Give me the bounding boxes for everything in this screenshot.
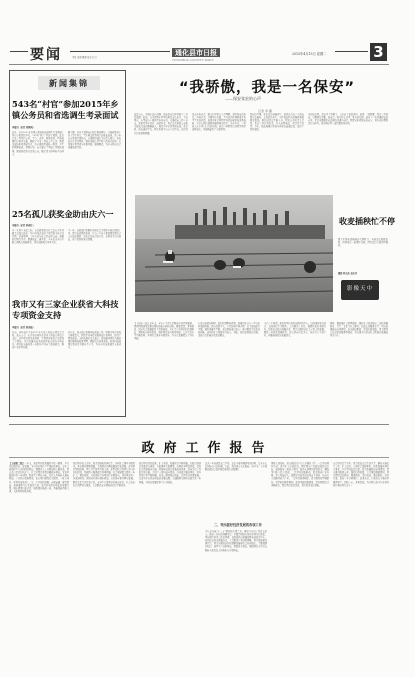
gov-col-6: 五是坚持民生为本，着力提高人民生活水平。继续实施民生工程，扩大就业，完善社会保障体系，加快发展各项社会事业。六是坚持依法行政，着力加强政府自身建设。深入推进政务公开，强化行政监督，大力推进廉政建设，努力建设法治政府、服务政府、责任政府、廉洁政府。各位代表，新的一年任务艰巨，使命光荣。让我们在市委的坚强领导下，团结一心，开拓进取，为全面完成今年各项目标任务而努力奋斗！ [333,462,389,487]
header-rule-left [10,51,28,52]
section-name: 要闻 [30,47,62,63]
header-rule-mid [70,51,170,52]
header-bottom-rule [9,64,389,65]
feature-col-4: 采访结束时，张宏正了正帽子，又走向了他的岗位。他说：“我骄傲，我是一名保安。只要居民需要，我就会一直守护在这里。”朴实的话语，道出了一名普通保安的心声。正是无数像张宏这样的普通劳动者，默默守护着城市的安宁，用行动诠释着责任与担当，成为城市里一道亮丽的风景线。 [308,113,388,126]
gov-col-4b: 今年是实施“十二五”规划的关键之年，做好今年的工作意义重大。政府工作的总体要求是：全面贯彻落实党的各项方针政策，坚持稳中求进工作总基调，以提高经济发展质量和效益为中心，加快转变经济发展方式，大力推进产业结构调整，着力保障和改善民生，努力实现经济持续健康发展和社会和谐稳定。主要预期目标是：地区生产总值增长，财政收入增长，城镇居民人均可支配收入和农民人均纯收入分别增长。 [205,530,267,552]
lower-col-3: 今后一个时期，我们将坚持以经济建设为中心，以改革开放为动力，以改善民生为根本，大力推进工业化、城镇化和农业现代化，加快转变经济发展方式，努力实现经济社会又好又快发展。要进一步优化发展环境，加大招商引资力度，培育壮大主导产业，增强县域经济发展活力。 [264,322,326,338]
column-stamp-text: 影像天中 [346,286,373,292]
lower-col-1: 【上接第一版】近年来，全市上下深入贯彻落实科学发展观，紧紧围绕建设富裕文明和谐新家园的目标，解放思想，开拓创新，经济社会发展取得了显著成效。全市生产总值持续快速增长，财政收入稳步提高，城乡居民收入明显增加，人民生活水平不断改善，各项社会事业全面进步，为今后发展奠定了坚实基础。 [134,322,194,341]
brief-headline-1: 543名“村官”参加2015年乡镇公务员和省选调生考录面试 [12,99,119,120]
brief-byline-1: 本报讯（记者 刘建国） [12,126,35,129]
brief-byline-2: 本报讯（记者 赵春红） [12,224,35,227]
feature-col-1: 凌晨五点，当城市还在沉睡，保安张宏已经开始了一天的巡逻。他说，每当看到小区里的居民安心出门、平安回家，心里就有一种说不出的自豪。从事保安工作八年来，他始终坚守岗位，兢兢业业，先后多次协助公安机关抓获违法犯罪嫌疑人，被评为全市优秀保安员。他常说，保安虽然平凡，却关系着千家万户的平安，这份责任让他感到骄傲。 [134,113,188,135]
feature-title: “我骄傲，我是一名保安” [178,80,356,96]
lower-col-2: 在肯定成绩的同时，我们也清醒地看到，发展中还存在一些突出问题和困难。经济总量不大，产业结构不够合理，自主创新能力不强；城乡发展不平衡，农民增收难度加大；部分群众生活还比较困难，就业和社会保障压力较大。对此，我们必须高度重视，采取有力措施认真加以解决。 [198,322,260,338]
brief-headline-2: 25名孤儿获奖金助由庆六一 [12,209,114,219]
feature-byline: 记者 李 露 [258,109,272,113]
lower-col-4: 同时，要加强社会管理创新，维护社会和谐稳定；加快发展教育、卫生、文化等社会事业，提高公共服务水平；切实加强政府自身建设，转变政府职能，提高行政效能，努力建设人民满意的服务型政府，为实现全市经济社会跨越式发展而努力奋斗。 [330,322,388,338]
header-rule-right [335,51,368,52]
feature-col-2: 张宏告诉记者，刚入行时也有人不理解，觉得保安没出息。但他认为，只要用心去做，平凡的岗位同样能干出不平凡的业绩。他利用业余时间学习消防知识和急救技能，多次在居民遇到困难时伸出援手。去年冬天，一位老人在小区门口突然晕倒，他第一时间进行急救并拨打急救电话，为抢救赢得了宝贵时间。 [192,113,246,132]
brief-body-3b: 近年来，我市高度重视科技创新工作，积极引导企业加大研发投入，组织企业申报各级科技计划项目，取得了明显成效。市科技局负责人表示，将加强对项目实施的跟踪服务和监督管理，确保资金使用效益，促进科技成果尽快转化为现实生产力，为全市经济发展注入新动力。 [68,331,121,350]
brief-body-1a: 近日，全市2015年乡镇公务员和省选调生考录面试工作在市委党校举行，543名“村官”参加了面试。此次考录工作坚持公开、平等、竞争、择优原则，严格按照程序组织实施，确保了考录工作的公平公正。面试采取结构化面试方式，由市委组织部统一组织。考生们精神饱满，积极应答，充分展示了基层工作锻炼成果。面试成绩将于近期公布，随后进入体检和考察环节。 [12,131,64,156]
page-number: 3 [370,43,387,61]
photo-caption-body: 眼下正值收麦插秧的关键时节，各地农民抢抓农时，田间地头一派繁忙景象。图为农民在稻田里插秧。 [338,238,388,248]
brief-headline-3: 我市又有三家企业获省大科技专项资金支持 [12,299,119,320]
photo-image [135,195,333,312]
news-briefs-title: 新闻集锦 [38,76,100,90]
gov-report-title: 政府工作报告 [141,441,274,456]
brief-body-2b: 下一步，民政部门将继续动员社会力量参与孤儿救助工作，建立长效帮扶机制，让每一个孩子都能感受到社会大家庭的温暖，快乐度过自己的节日，在阳光下茁壮成长。孩子们纷纷表示感谢。 [68,229,121,242]
gov-report-intro: 【上接第二版】 [9,462,25,465]
brief-body-3a: 日前，省科技厅下达2015年度重大科技专项资金计划，我市又有三家企业的项目获得省大科技专项资金支持。这些项目涉及新材料、生物医药和农产品深加工等领域，具有较强的技术创新性和良好的市场前景。项目的实施将进一步提升企业自主创新能力，推动产业转型升级。 [12,331,64,350]
masthead: 通化县市日报 [172,48,220,57]
gov-col-2: 我们坚持以人为本，着力保障和改善民生，各项社会事业全面进步。教育事业健康发展，义务教育均衡发展取得新进展，办学条件明显改善。医疗卫生体系不断完善，新型农村合作医疗参合率持续提高，基层医疗服务能力显著增强。社会保障覆盖面进一步扩大，城乡低保、养老保险等各项制度全面落实。就业再就业工作成效明显，新增就业岗位稳步增加。文化体育事业繁荣发展，群众文化生活日益丰富。安全生产形势持续稳定好转，社会治安综合治理深入推进，人民群众安全感和满意度不断提升。 [73,462,135,487]
issue-date: 2015年4月15日 星期二 [292,52,327,56]
feature-col-3: 说起这些事，张宏总是轻描淡写。他说这是每一个保安都应该做的。在他的带动下，小区保安队伍的整体素质明显提高，居民满意度不断上升。物业公司负责人介绍，张宏工作认真负责，为人热情诚恳，深受业主好评。今年，他还被推荐参加全省保安技能比武，取得了优异成绩。 [250,113,304,132]
brief-body-1b: 据了解，本次考录面向在村任职满两年、考核称职以上的大学生村官，旨在拓宽优秀村官的成长渠道，进一步充实乡镇干部队伍。市委组织部有关负责人表示，将以此次考录为契机，继续加强大学生村官的培养使用，引导更多优秀青年扎根基层、服务群众，为全市经济社会发展贡献力量。 [68,131,121,150]
brief-body-2a: 六一儿童节来临之际，市民政局联合社会爱心企业开展关爱孤儿活动，为25名孤儿送去了助学奖金和节日礼物。活动现场，工作人员与孩子们亲切交流，鼓励他们努力学习、健康成长。据介绍，今年以来全市不断完善孤儿保障体系，切实保障孤儿基本生活。 [12,229,64,245]
gov-col-4: 过去一年的成绩来之不易，这是市委正确领导的结果，是全市人民团结奋斗的结果。在此，我代表市人民政府，向全市广大干部群众致以崇高的敬意和衷心的感谢！ [205,462,267,472]
rice-planting-photo [135,195,333,312]
gov-section-head: 二、突出抓好经济发展的各项工作 [214,523,262,527]
feature-subtitle: ——保安张宏的心声 [225,96,261,101]
masthead-sub: TONGHUA COUNTY DAILY [172,58,215,62]
gov-col-5: 围绕上述目标，重点抓好以下几个方面的工作：一是坚持项目带动，着力扩大有效投资。紧盯国家产业政策和投资方向，谋划储备一批重大项目，加快在建项目建设进度，确保早日竣工投产见效。二是坚持创新驱动，着力推动产业升级。加大科技投入，鼓励企业技术改造和自主创新，培育壮大战略性新兴产业。三是坚持统筹城乡，着力推进新型城镇化。科学编制城乡规划，加快基础设施建设，提升城镇综合承载能力。四是坚持富民优先，着力促进农民增收。 [271,462,329,487]
gov-col-3: 我们坚持深化改革、扩大开放，发展活力不断增强。行政审批制度改革深入推进，审批事项大幅精简，办事效率明显提高。农村综合改革稳步实施，集体林权制度改革成效显著。招商引资工作取得新突破，引进了一批科技含量高、带动能力强的项目。对外经贸合作不断拓展，进出口贸易稳定增长。民营经济快速发展，已成为全市经济增长的重要支撑。金融服务实体经济能力进一步增强，为经济发展提供了有力保障。 [139,462,201,484]
gov-col-1: 【上接第二版】一年来，我们坚持把发展作为第一要务，全力以赴抓经济、促发展，全市经济保持了平稳较快增长。全年完成地区生产总值同比增长，规模以上工业增加值大幅提高，固定资产投资持续扩大，社会消费品零售总额稳步增长。农业基础地位进一步巩固，粮食生产再获丰收，农民人均纯收入稳步增加。工业经济提质增效，重点项目建设扎实推进，一批大项目、好项目落地开工。第三产业加快发展，商贸流通、现代物流、旅游服务等行业蓬勃兴起，成为拉动经济增长的重要力量。城市建设日新月异，城乡面貌焕然一新，基础设施不断完善，人居环境明显改善。 [9,462,69,493]
photo-caption-title: 收麦插秧忙不停 [339,216,395,226]
brief-byline-3: 本报讯（记者 孙连福） [12,326,35,329]
header-small-print: 本报 新闻 要闻 地方 综合 [72,56,97,59]
section-divider [9,424,389,425]
photo-credit: 摄影 韩玉杰 孟庆芳 [338,272,358,275]
gov-title-rule [9,457,389,458]
